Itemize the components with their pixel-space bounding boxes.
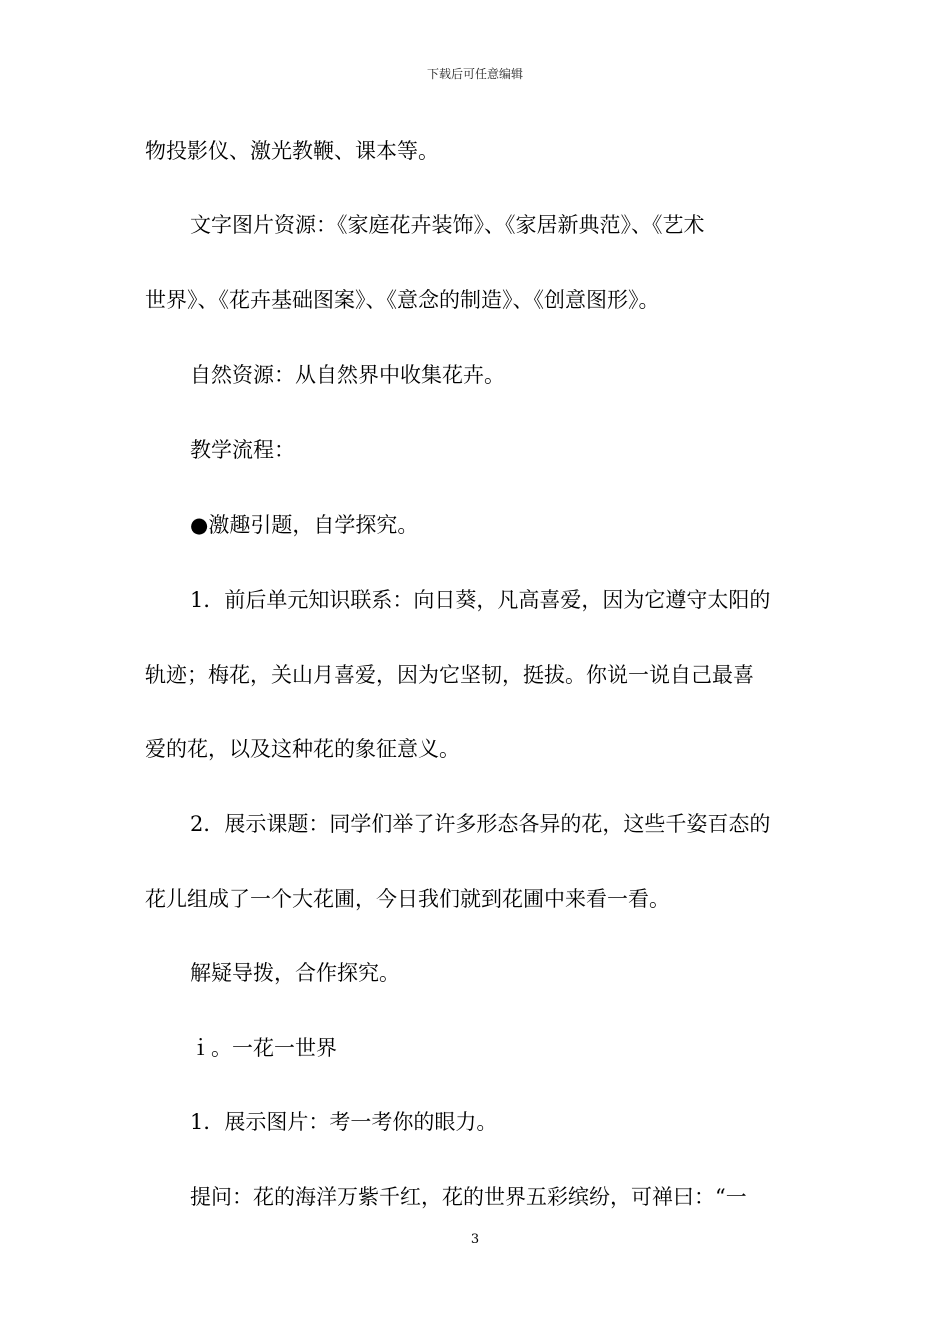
page-number: 3 xyxy=(470,1232,480,1247)
text-line: 提问：花的海洋万紫千红，花的世界五彩缤纷，可禅曰：“一 xyxy=(190,1185,747,1209)
text-line: ●激趣引题，自学探究。 xyxy=(190,513,419,537)
text-line: 爱的花，以及这种花的象征意义。 xyxy=(145,737,460,761)
text-line: 自然资源：从自然界中收集花卉。 xyxy=(190,363,505,387)
text-line: 1．展示图片：考一考你的眼力。 xyxy=(190,1110,498,1134)
text-line: 物投影仪、激光教鞭、课本等。 xyxy=(145,139,439,163)
text-line: 2．展示课题：同学们举了许多形态各异的花，这些千姿百态的 xyxy=(190,812,771,836)
text-line: 1．前后单元知识联系：向日葵，凡高喜爱，因为它遵守太阳的 xyxy=(190,588,771,612)
text-line: 解疑导拨，合作探究。 xyxy=(190,961,400,985)
text-line: 教学流程： xyxy=(190,438,295,462)
text-line: 轨迹；梅花，关山月喜爱，因为它坚韧，挺拔。你说一说自己最喜 xyxy=(145,663,754,687)
page-header: 下载后可任意编辑 xyxy=(426,67,523,81)
text-line: 花儿组成了一个大花圃，今日我们就到花圃中来看一看。 xyxy=(145,887,670,911)
text-line: ｉ。一花一世界 xyxy=(190,1036,337,1060)
text-line: 文字图片资源：《家庭花卉装饰》、《家居新典范》、《艺术 xyxy=(190,213,705,237)
text-line: 世界》、《花卉基础图案》、《意念的制造》、《创意图形》。 xyxy=(145,288,660,312)
